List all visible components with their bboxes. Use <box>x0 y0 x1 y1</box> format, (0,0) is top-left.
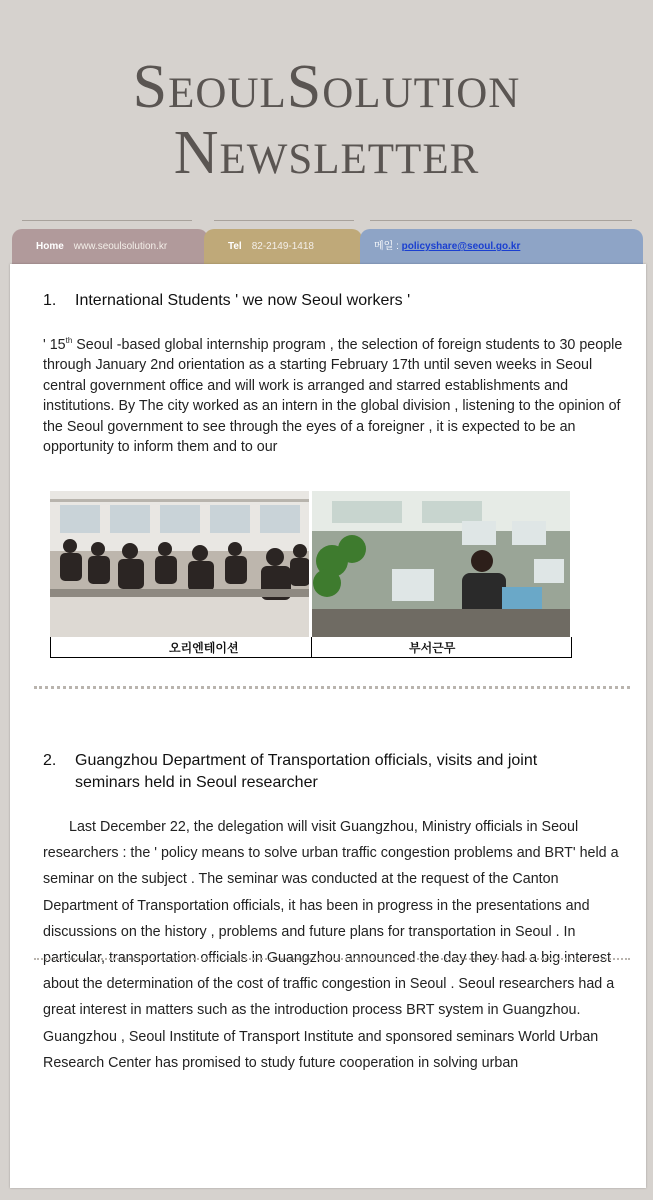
mail-label: 메일 : <box>374 241 399 252</box>
masthead-title-line1: SeoulSolution <box>132 53 521 121</box>
article2-number: 2. <box>43 752 57 769</box>
divider <box>22 220 192 221</box>
article1-body-sup: th <box>65 336 73 345</box>
tel-tab[interactable] <box>204 229 362 267</box>
dotted-divider <box>34 958 630 960</box>
article2-title: Guangzhou Department of Transportation officials, visits and joint seminars held in Seoul researcher <box>75 752 538 791</box>
dotted-divider <box>34 686 630 689</box>
article2-heading <box>43 750 595 794</box>
caption-orientation: 오리엔테이션 <box>169 641 239 655</box>
office-photo <box>312 491 570 637</box>
tel-label: Tel <box>228 241 242 252</box>
home-tab[interactable] <box>12 229 208 267</box>
article1-body-start: ' 15 <box>43 336 66 353</box>
divider <box>311 637 312 657</box>
caption-department: 부서근무 <box>409 641 456 655</box>
mail-tab[interactable] <box>360 229 643 267</box>
article1-title: International Students ' we now Seoul workers ' <box>75 292 411 309</box>
article2-body: Last December 22, the delegation will visit Guangzhou, Ministry officials in Seoul researchers : the ' policy means to solve urban traffic congestion problems and BRT' held a seminar on the subject . The seminar was conducted at the request of the Canton Department of Transportation officials, it has been in progress in the presentations and discussions on the history , problems and future plans for transportation in Seoul . In particular, transportation officials in Guangzhou announced the day they had a big interest about the determination of the cost of traffic congestion in Seoul . Seoul researchers had a great interest in matters such as the introduction process BRT system in Guangzhou. Guangzhou , Seoul Institute of Transport Institute and sponsored seminars World Urban Research Center has promised to study future cooperation in solving urban <box>43 819 619 1071</box>
tel-number: 82-2149-1418 <box>251 241 314 252</box>
photo-captions <box>50 637 572 658</box>
orientation-photo <box>50 491 309 637</box>
divider <box>370 220 632 221</box>
article1-body-rest: Seoul -based global internship program , the selection of foreign students to 30 people through January 2nd orientation as a starting February 17th until seven weeks in Seoul central government office and will work is arranged and starred establishments and institutions. By The city worked as an intern in the global division , listening to the opinion of the Seoul government to see through the eyes of a foreigner , it is expected to be an opportunity to inform them and to our <box>43 336 623 456</box>
masthead-title-line2: Newsletter <box>173 119 480 187</box>
article1-number: 1. <box>43 292 57 309</box>
home-url[interactable]: www.seoulsolution.kr <box>73 241 168 252</box>
article1-body <box>43 331 633 458</box>
email-link[interactable]: policyshare@seoul.go.kr <box>401 241 521 252</box>
home-label: Home <box>36 241 64 252</box>
divider <box>214 220 354 221</box>
article1-heading <box>43 290 595 312</box>
photo-strip <box>50 491 572 659</box>
